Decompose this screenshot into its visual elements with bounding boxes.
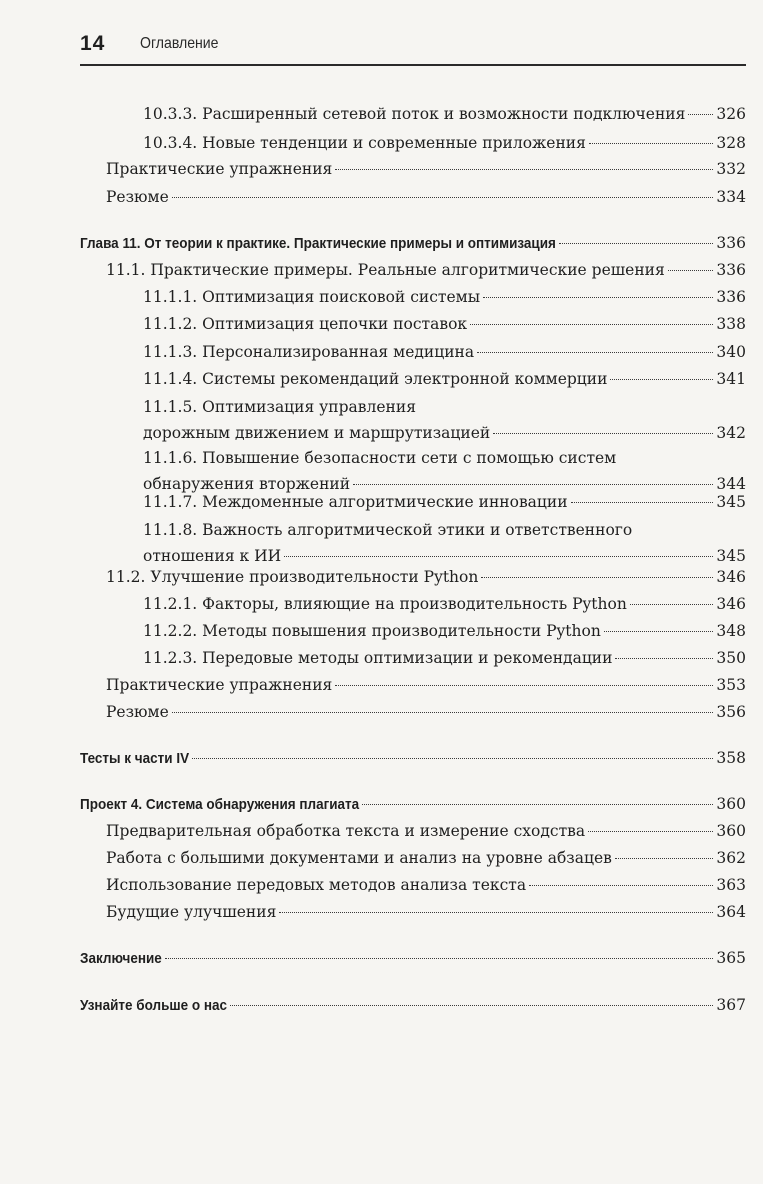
toc-entry-page: 365	[716, 949, 746, 967]
dot-leader	[688, 114, 713, 115]
toc-entry-page: 360	[716, 822, 746, 840]
toc-entry-page: 346	[716, 568, 746, 586]
dot-leader	[610, 379, 713, 380]
dot-leader	[284, 556, 713, 557]
dot-leader	[529, 885, 713, 886]
dot-leader	[335, 685, 713, 686]
toc-entry-page: 348	[716, 622, 746, 640]
dot-leader	[571, 502, 714, 503]
toc-entry-page: 340	[716, 343, 746, 361]
dot-leader	[362, 804, 713, 805]
toc-entry-page: 336	[716, 288, 746, 306]
dot-leader	[615, 658, 713, 659]
toc-entry-page: 353	[716, 676, 746, 694]
toc-entry	[106, 157, 746, 183]
toc-entry-title: 10.3.3. Расширенный сетевой поток и возможности подключения	[143, 105, 686, 123]
toc-chapter-entry	[80, 231, 746, 257]
dot-leader	[279, 912, 713, 913]
dot-leader	[172, 712, 714, 713]
dot-leader	[483, 297, 713, 298]
toc-entry-title: 11.1.7. Междоменные алгоритмические инновации	[143, 493, 568, 511]
toc-entry-title: Тесты к части IV	[80, 750, 190, 767]
toc-entry-page: 364	[716, 903, 746, 921]
toc-entry	[106, 258, 746, 284]
toc-entry-page: 342	[716, 423, 746, 442]
toc-entry-title: Глава 11. От теории к практике. Практические примеры и оптимизация	[80, 235, 556, 252]
toc-entry	[143, 592, 746, 618]
running-title: Оглавление	[140, 35, 219, 52]
toc-entry-page: 341	[716, 370, 746, 388]
toc-entry-title: Резюме	[106, 703, 169, 721]
toc-entry-title: 11.2.3. Передовые методы оптимизации и рекомендации	[143, 649, 613, 667]
toc-entry	[143, 490, 746, 516]
toc-entry-title: дорожным движением и маршрутизацией	[143, 423, 491, 442]
dot-leader	[470, 324, 713, 325]
toc-entry	[143, 102, 746, 128]
toc-entry-title-line: 11.1.6. Повышение безопасности сети с помощью систем	[143, 449, 617, 467]
toc-entry-title: отношения к ИИ	[143, 546, 282, 565]
toc-entry	[143, 131, 746, 157]
toc-entry-title: 11.1.1. Оптимизация поисковой системы	[143, 288, 481, 306]
toc-entry	[106, 565, 746, 591]
dot-leader	[588, 831, 713, 832]
toc-entry-title: 11.2.2. Методы повышения производительности Python	[143, 622, 601, 640]
dot-leader	[630, 604, 714, 605]
dot-leader	[172, 197, 714, 198]
dot-leader	[559, 243, 714, 244]
toc-entry-title: Предварительная обработка текста и измерение сходства	[106, 822, 586, 840]
toc-entry	[106, 900, 746, 926]
toc-entry-page: 336	[716, 234, 746, 252]
dot-leader	[615, 858, 714, 859]
toc-entry-page: 328	[716, 134, 746, 152]
page-number: 14	[80, 32, 106, 55]
toc-entry	[106, 673, 746, 699]
toc-entry-title: 11.1.4. Системы рекомендаций электронной коммерции	[143, 370, 608, 388]
toc-chapter-entry	[80, 792, 746, 818]
toc-entry-title: 10.3.4. Новые тенденции и современные приложения	[143, 134, 586, 152]
toc-chapter-entry	[80, 946, 746, 972]
dot-leader	[192, 758, 713, 759]
toc-entry-page: 346	[716, 595, 746, 613]
toc-entry-title: Резюме	[106, 188, 169, 206]
toc-entry-page: 344	[716, 474, 746, 493]
toc-entry	[143, 340, 746, 366]
dot-leader	[481, 577, 713, 578]
toc-entry-page: 356	[716, 703, 746, 721]
toc-entry	[106, 185, 746, 211]
toc-entry-page: 350	[716, 649, 746, 667]
dot-leader	[230, 1005, 713, 1006]
toc-entry-title: обнаружения вторжений	[143, 474, 351, 493]
toc-entry-title: Проект 4. Система обнаружения плагиата	[80, 796, 360, 813]
toc-entry-page: 362	[716, 849, 746, 867]
toc-entry-title: Заключение	[80, 950, 162, 967]
toc-entry-page: 336	[716, 261, 746, 279]
toc-entry-page: 358	[716, 749, 746, 767]
dot-leader	[668, 270, 714, 271]
dot-leader	[477, 352, 713, 353]
toc-entry-title-line: 11.1.5. Оптимизация управления	[143, 398, 416, 416]
toc-chapter-entry	[80, 746, 746, 772]
toc-entry	[143, 285, 746, 311]
toc-chapter-entry	[80, 993, 746, 1019]
toc-entry-title: 11.1.3. Персонализированная медицина	[143, 343, 475, 361]
dot-leader	[335, 169, 713, 170]
dot-leader	[353, 484, 713, 485]
toc-entry	[106, 873, 746, 899]
toc-entry-title: Использование передовых методов анализа текста	[106, 876, 527, 894]
toc-entry-page: 345	[716, 546, 746, 565]
dot-leader	[165, 958, 714, 959]
toc-entry-title: Будущие улучшения	[106, 903, 277, 921]
toc-entry	[143, 395, 746, 446]
toc-entry-page: 326	[716, 105, 746, 123]
toc-entry-page: 360	[716, 795, 746, 813]
toc-entry-page: 338	[716, 315, 746, 333]
toc-entry-title: Узнайте больше о нас	[80, 997, 228, 1014]
toc-entry-title: 11.1.2. Оптимизация цепочки поставок	[143, 315, 468, 333]
toc-entry-title: 11.1. Практические примеры. Реальные алгоритмические решения	[106, 261, 665, 279]
toc-entry	[143, 312, 746, 338]
dot-leader	[589, 143, 714, 144]
toc-entry	[143, 367, 746, 393]
toc-entry-page: 334	[716, 188, 746, 206]
toc-entry-title: Практические упражнения	[106, 160, 333, 178]
toc-entry-title: 11.2. Улучшение производительности Python	[106, 568, 479, 586]
dot-leader	[604, 631, 714, 632]
toc-entry-page: 345	[716, 493, 746, 511]
toc-entry-page: 367	[716, 996, 746, 1014]
toc-entry	[143, 619, 746, 645]
toc-entry-page: 363	[716, 876, 746, 894]
toc-entry	[106, 819, 746, 845]
toc-entry-title: Работа с большими документами и анализ на уровне абзацев	[106, 849, 612, 867]
toc-entry-title: 11.2.1. Факторы, влияющие на производительность Python	[143, 595, 627, 613]
toc-entry	[106, 846, 746, 872]
toc-entry	[143, 646, 746, 672]
toc-entry	[143, 518, 746, 569]
toc-entry	[106, 700, 746, 726]
toc-entry-page: 332	[716, 160, 746, 178]
toc-entry-title-line: 11.1.8. Важность алгоритмической этики и ответственного	[143, 521, 633, 539]
toc-entry-title: Практические упражнения	[106, 676, 333, 694]
dot-leader	[493, 433, 713, 434]
